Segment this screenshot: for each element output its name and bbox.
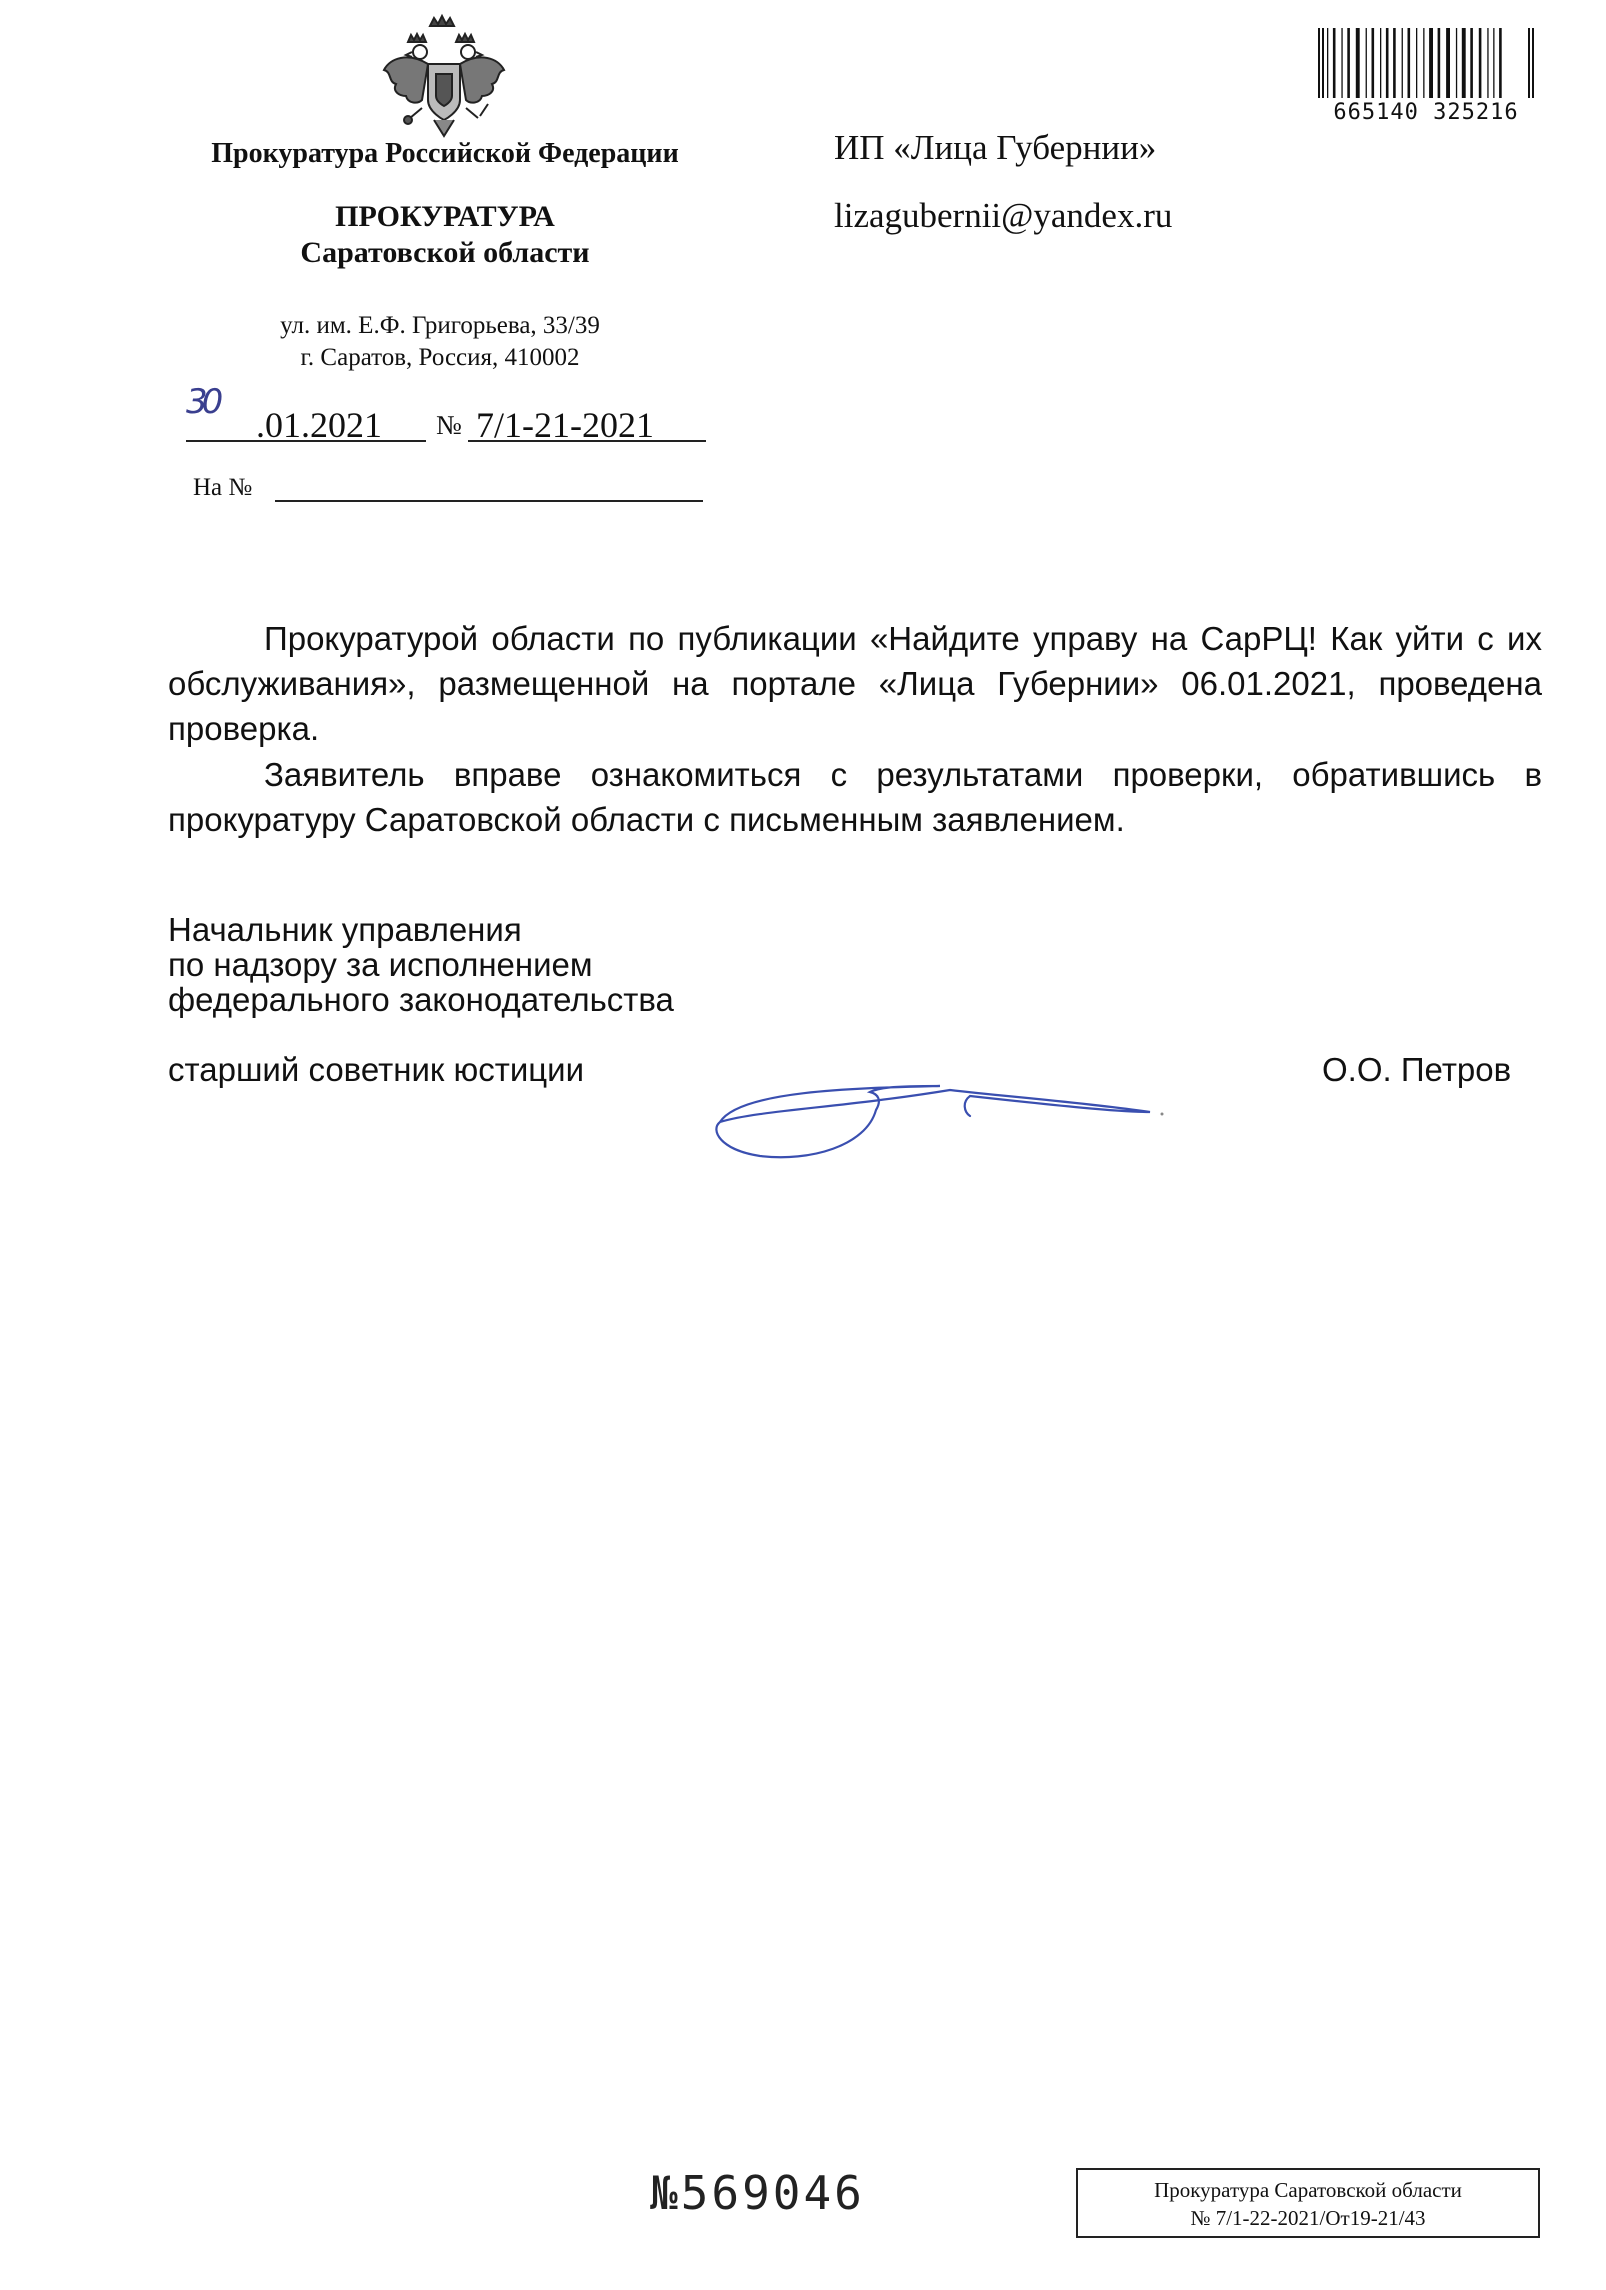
barcode-bar — [1456, 28, 1457, 98]
barcode-bar — [1499, 28, 1502, 98]
barcode-bar — [1416, 28, 1417, 98]
registration-number: №569046 — [650, 2166, 865, 2220]
handwritten-signature — [700, 1050, 1170, 1180]
barcode-bar — [1356, 28, 1360, 98]
barcode-bar — [1372, 28, 1375, 98]
barcode-bar — [1402, 28, 1403, 98]
barcode-bar — [1438, 28, 1441, 98]
date-number-line — [186, 382, 706, 445]
body-paragraph-2: Заявитель вправе ознакомиться с результатами проверки, обратившись в прокуратуру Саратовской области с письменным заявлением. — [168, 756, 1542, 838]
address-line1: ул. им. Е.Ф. Григорьева, 33/39 — [280, 312, 600, 339]
barcode-bar — [1393, 28, 1396, 98]
double-headed-eagle-icon — [378, 12, 510, 142]
barcode-bar — [1493, 28, 1494, 98]
barcode-bar — [1366, 28, 1367, 98]
address-line2: г. Саратов, Россия, 410002 — [300, 344, 580, 371]
signature-stroke — [716, 1086, 1150, 1157]
reference-underline — [275, 500, 703, 502]
barcode-bar — [1470, 28, 1473, 98]
barcode-bar — [1487, 28, 1488, 98]
org-name-line1: ПРОКУРАТУРА — [335, 200, 555, 233]
barcode-bar — [1386, 28, 1389, 98]
signer-name: О.О. Петров — [1322, 1051, 1512, 1088]
date-month-year: .01.2021 — [256, 405, 382, 445]
doc-number: 7/1-21-2021 — [476, 405, 654, 445]
stamp-line1: Прокуратура Саратовской области — [1154, 2178, 1462, 2202]
barcode-bar — [1341, 28, 1342, 98]
barcode-bar — [1380, 28, 1381, 98]
signer-rank: старший советник юстиции — [168, 1051, 585, 1088]
stamp-line2: № 7/1-22-2021/От19-21/43 — [1190, 2206, 1426, 2230]
signer-title-line2: по надзору за исполнением — [168, 946, 593, 983]
barcode-bar — [1429, 28, 1433, 98]
date-underline — [186, 440, 426, 442]
barcode-bar — [1327, 28, 1328, 98]
org-name-line2: Саратовской области — [300, 236, 590, 269]
barcode-bar — [1446, 28, 1450, 98]
barcode-bars — [1316, 28, 1536, 98]
barcode-bar — [1322, 28, 1324, 98]
barcode — [1316, 28, 1536, 124]
registration-stamp — [1076, 2168, 1540, 2238]
number-underline — [468, 440, 706, 442]
barcode-bar — [1532, 28, 1534, 98]
barcode-number: 665140 325216 — [1333, 100, 1519, 125]
barcode-bar — [1318, 28, 1320, 98]
barcode-bar — [1423, 28, 1424, 98]
recipient-email: lizagubernii@yandex.ru — [834, 196, 1173, 235]
barcode-bar — [1479, 28, 1482, 98]
reference-label: На № — [193, 474, 253, 501]
barcode-bar — [1528, 28, 1530, 98]
barcode-bar — [1347, 28, 1350, 98]
barcode-bar — [1333, 28, 1336, 98]
barcode-bar — [1462, 28, 1466, 98]
barcode-bar — [1408, 28, 1411, 98]
signer-title-line3: федерального законодательства — [168, 981, 674, 1018]
date-day-handwritten: 30 — [186, 382, 218, 422]
number-sign: № — [436, 410, 462, 440]
signer-title-line1: Начальник управления — [168, 911, 522, 948]
recipient-name: ИП «Лица Губернии» — [834, 128, 1157, 167]
body-paragraph-1: Прокуратурой области по публикации «Найдите управу на СарРЦ! Как уйти с их обслуживания», размещенной на портале «Лица Губернии» 06.01.2021, проведена проверка. — [168, 620, 1542, 747]
org-federal: Прокуратура Российской Федерации — [211, 138, 679, 169]
reference-line — [193, 474, 713, 508]
